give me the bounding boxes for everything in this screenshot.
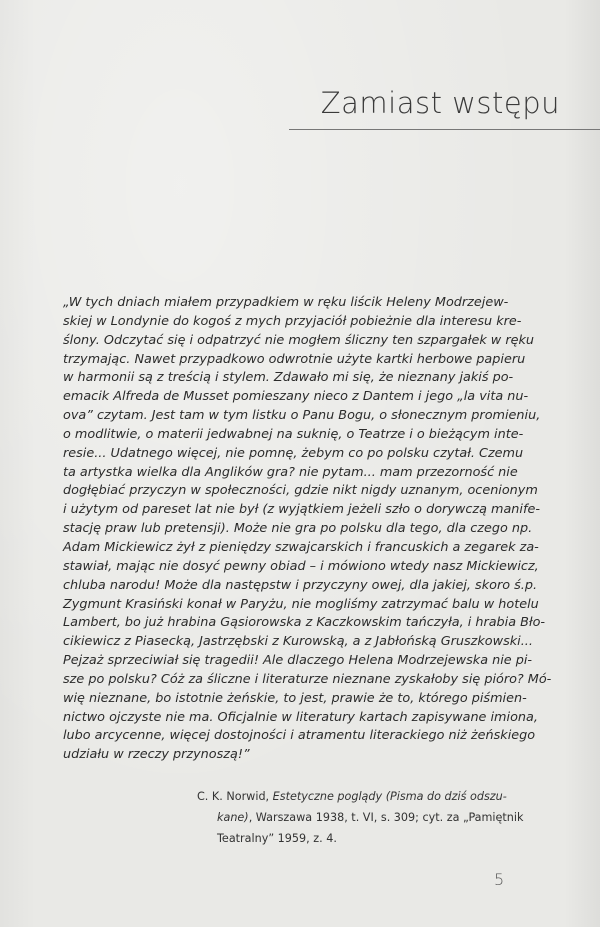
quote-line: stację praw lub pretensji). Może nie gra po polsku dla tego, dla czego np. [63, 521, 533, 537]
citation-line: Teatralny” 1959, z. 4. [217, 832, 337, 845]
quote-line: w harmonii są z treścią i stylem. Zdawało mi się, że nieznany jakiś po- [63, 370, 514, 386]
quote-line: emacik Alfreda de Musset pomieszany nieco z Dantem i jego „la vita nu- [63, 389, 529, 405]
source-citation [197, 786, 524, 849]
page-number: 5 [494, 870, 505, 889]
quote-line: lubo arcycenne, więcej dostojności i atramentu literackiego niż żeńskiego [63, 728, 536, 744]
quote-line: „W tych dniach miałem przypadkiem w ręku liścik Heleny Modrzejew- [63, 295, 509, 310]
quote-line: Adam Mickiewicz żył z pieniędzy szwajcarskich i francuskich a zegarek za- [63, 539, 539, 555]
citation-line [197, 807, 524, 828]
title-underline [289, 129, 600, 130]
quote-line: ta artystka wielka dla Anglików gra? nie pytam... mam przezorność nie [63, 464, 518, 480]
quote-line: skiej w Londynie do kogoś z mych przyjaciół pobieżnie dla interesu kre- [63, 313, 522, 329]
citation-publication: , Warszawa 1938, t. VI, s. 309; cyt. za „Pamiętnik [248, 811, 524, 824]
quote-line: Lambert, bo już hrabina Gąsiorowska z Kaczkowskim tańczyła, i hrabia Bło- [63, 615, 546, 631]
quote-line: nictwo ojczyste nie ma. Oficjalnie w literatury kartach zapisywane imiona, [63, 709, 538, 725]
quote-line: wię nieznane, bo istotnie żeńskie, to jest, prawie że to, którego piśmien- [63, 690, 527, 706]
citation-author: C. K. Norwid, [197, 790, 273, 803]
quote-line: resie... Udatnego więcej, nie pomnę, żebym co po polsku czytał. Czemu [63, 445, 524, 461]
norwid-quote [63, 294, 552, 765]
chapter-title: Zamiast wstępu [320, 86, 560, 120]
citation-work-title: Estetyczne poglądy [272, 790, 383, 803]
quote-line: Zygmunt Krasiński konał w Paryżu, nie mogliśmy zatrzymać balu w hotelu [63, 596, 539, 612]
citation-work-detail: kane) [217, 811, 249, 824]
quote-line: chluba narodu! Może dla następstw i przyczyny owej, dla jakiej, skoro ś.p. [63, 577, 538, 593]
quote-line: stawiał, mając nie dosyć pewny obiad – i mówiono wtedy nasz Mickiewicz, [63, 558, 539, 574]
quote-line: ślony. Odczytać się i odpatrzyć nie mogłem śliczny ten szpargałek w ręku [63, 332, 534, 348]
citation-line [197, 786, 507, 807]
quote-line: trzymając. Nawet przypadkowo odwrotnie użyte kartki herbowe papieru [63, 351, 526, 367]
quote-line: cikiewicz z Piasecką, Jastrzębski z Kurowską, a z Jabłońską Gruszkowski... [63, 634, 533, 650]
quote-line: sze po polsku? Cóż za śliczne i literaturze nieznane zyskałoby się pióro? Mó- [63, 671, 552, 687]
quote-line: ova” czytam. Jest tam w tym listku o Panu Bogu, o słonecznym promieniu, [63, 408, 541, 424]
quote-line: i użytym od pareset lat nie był (z wyjątkiem jeżeli szło o dorywczą manife- [63, 502, 540, 518]
quote-line: udziału w rzeczy przynoszą!” [63, 747, 250, 763]
quote-line: o modlitwie, o materii jedwabnej na suknię, o Teatrze i o bieżącym inte- [63, 426, 524, 442]
citation-work-detail: (Pisma do dziś odszu- [382, 790, 507, 803]
quote-line: Pejzaż sprzeciwiał się tragedii! Ale dlaczego Helena Modrzejewska nie pi- [63, 653, 533, 669]
quote-line: dogłębiać przyczyn w społeczności, gdzie nikt nigdy uznanym, ocenionym [63, 483, 538, 499]
